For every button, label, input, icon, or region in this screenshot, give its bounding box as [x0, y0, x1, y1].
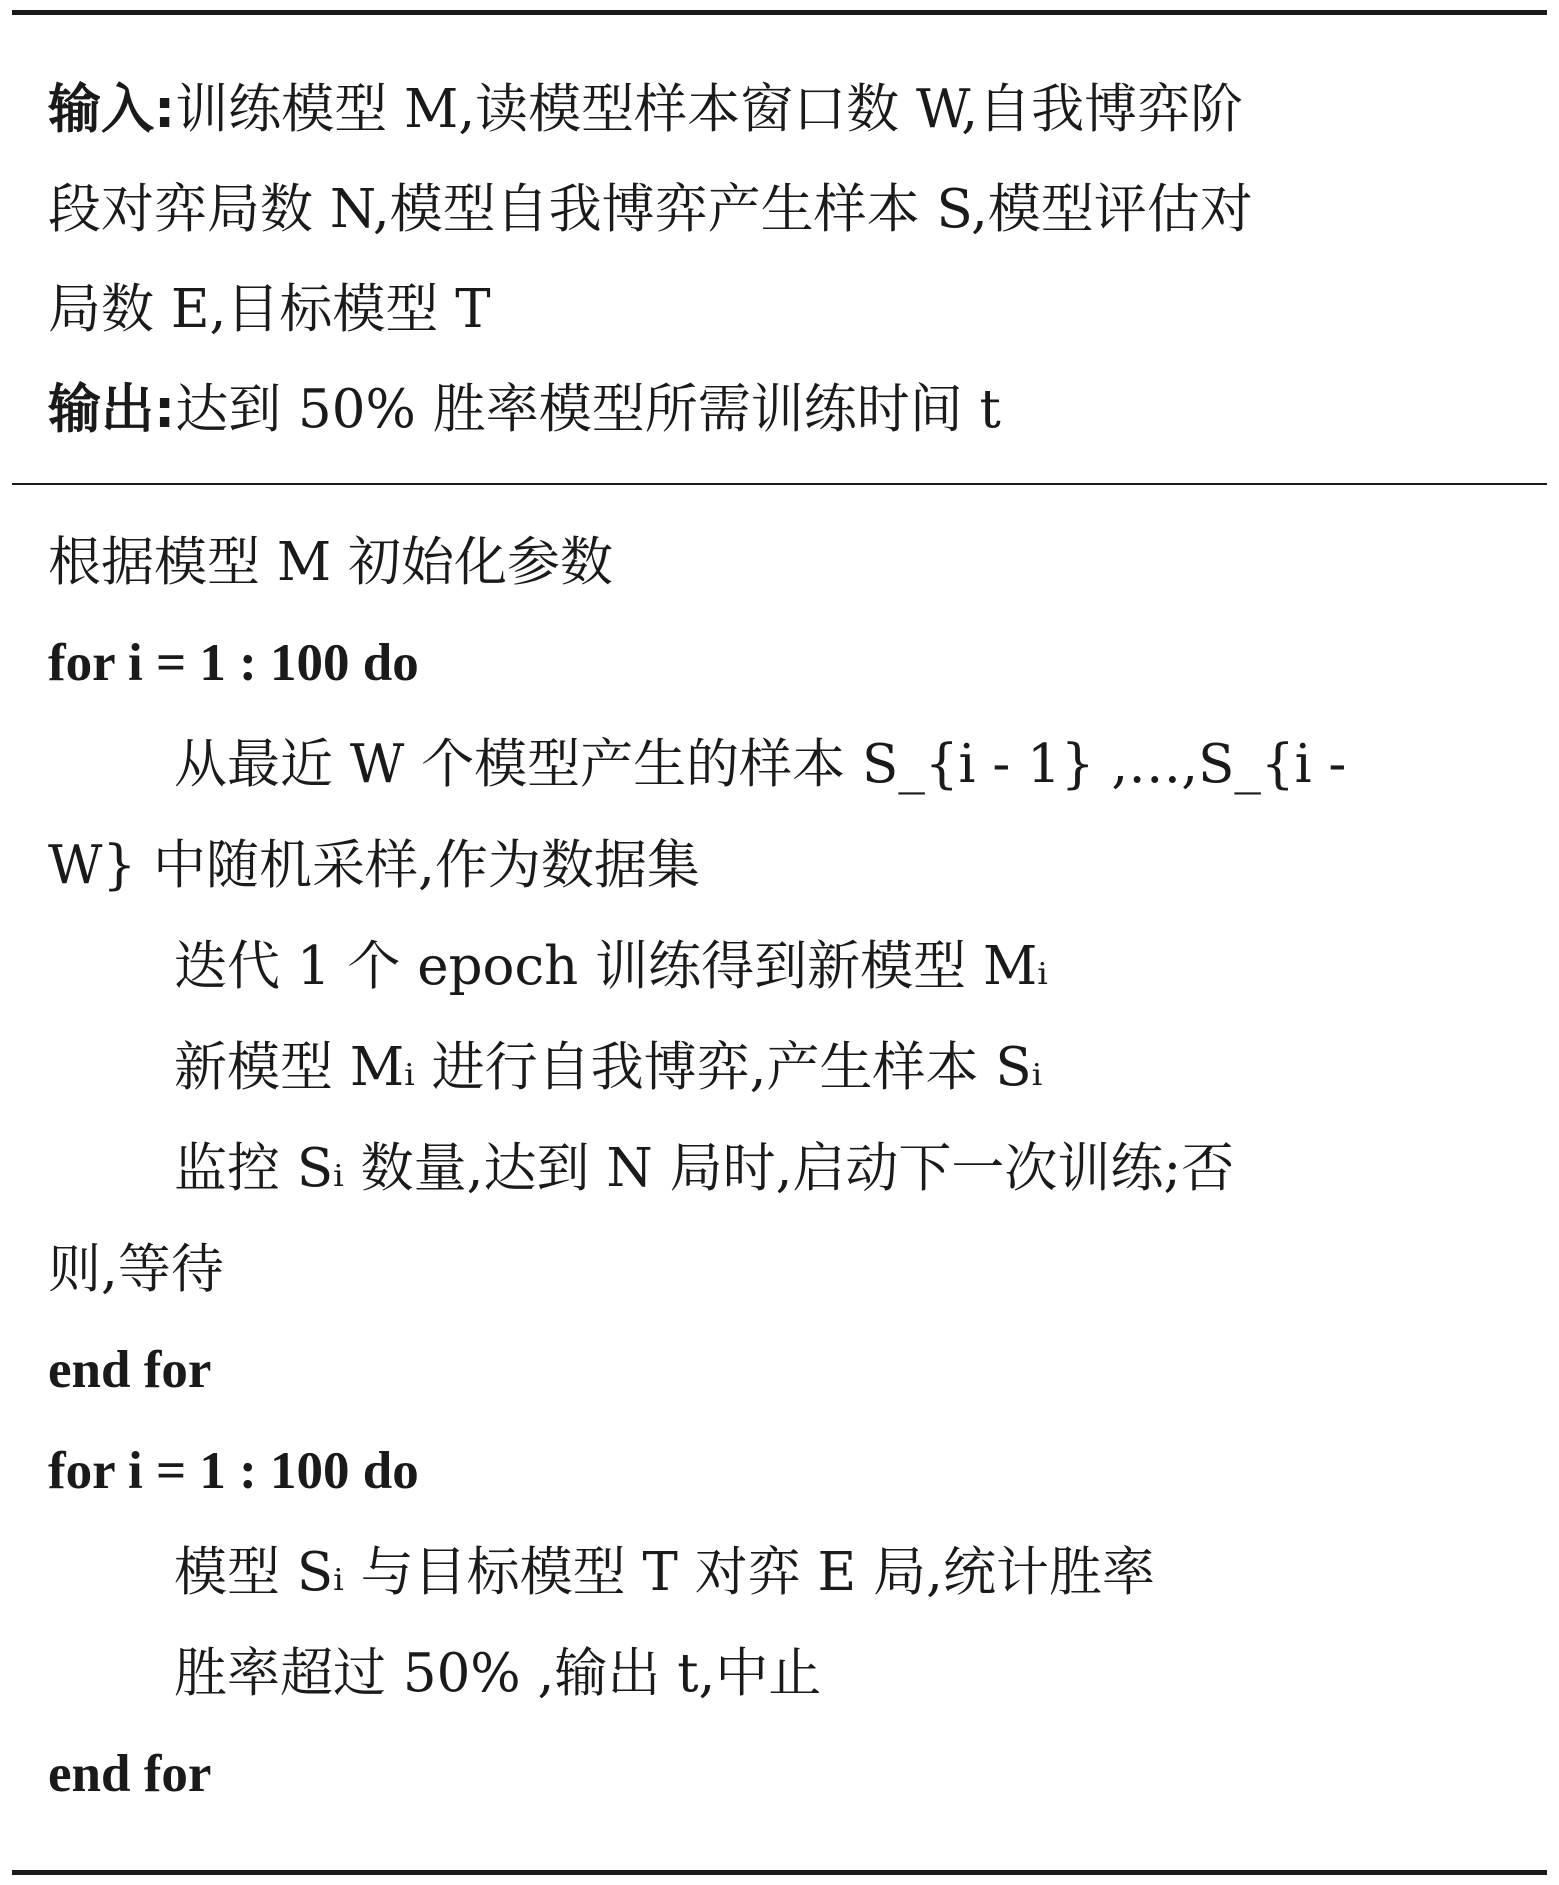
input-line-2: 段对弈局数 N,模型自我博弈产生样本 S,模型评估对 [48, 179, 1253, 240]
algo-line-evaluate: 模型 Sᵢ 与目标模型 T 对弈 E 局,统计胜率 [174, 1542, 1155, 1603]
output-text: 达到 50% 胜率模型所需训练时间 t [175, 379, 1001, 440]
input-text-1: 训练模型 M,读模型样本窗口数 W,自我博弈阶 [175, 79, 1244, 140]
input-label: 输入: [48, 79, 176, 140]
output-line [48, 360, 1518, 460]
algo-line-end-for-2: end for [48, 1745, 212, 1803]
algo-line-sample: 从最近 W 个模型产生的样本 S_{i - 1} ,…,S_{i - [174, 734, 1347, 795]
input-line-1 [48, 60, 1518, 160]
algo-line-monitor: 监控 Sᵢ 数量,达到 N 局时,启动下一次训练;否 [174, 1138, 1235, 1199]
algo-line-output: 胜率超过 50% ,输出 t,中止 [174, 1643, 822, 1704]
algo-line-init: 根据模型 M 初始化参数 [48, 532, 613, 593]
middle-rule [12, 483, 1547, 485]
top-rule [12, 10, 1547, 15]
io-block [48, 60, 1518, 460]
output-label: 输出: [48, 379, 176, 440]
algo-line-selfplay: 新模型 Mᵢ 进行自我博弈,产生样本 Sᵢ [174, 1037, 1043, 1098]
algo-line-monitor-cont: 则,等待 [48, 1239, 224, 1300]
algo-line-end-for-1: end for [48, 1341, 212, 1399]
input-line-3: 局数 E,目标模型 T [48, 279, 491, 340]
algo-line-train: 迭代 1 个 epoch 训练得到新模型 Mᵢ [174, 936, 1048, 997]
algo-line-for-1: for i = 1 : 100 do [48, 634, 419, 692]
algorithm-body [48, 512, 1518, 1825]
bottom-rule [12, 1870, 1547, 1875]
algo-line-for-2: for i = 1 : 100 do [48, 1442, 419, 1500]
algo-line-sample-cont: W} 中随机采样,作为数据集 [48, 835, 700, 896]
